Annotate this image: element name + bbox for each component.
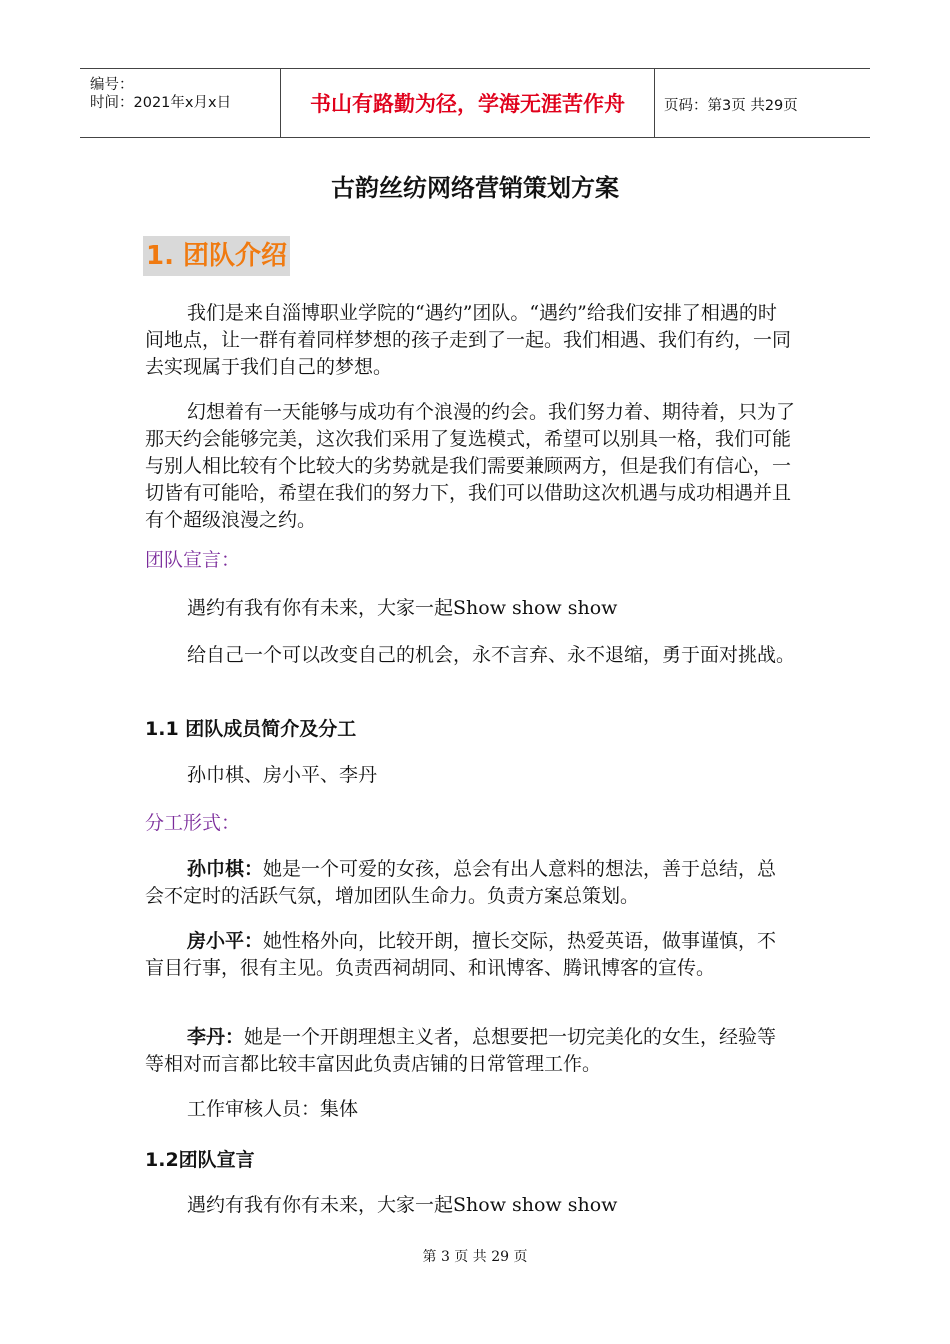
member-name: 孙巾棋： [187,858,264,880]
time-label: 时间：2021年x月x日 [90,95,232,111]
members-list: 孙巾棋、房小平、李丹 [187,764,378,786]
declaration-line-1: 遇约有我有你有未来，大家一起Show show show [187,597,618,619]
member-name: 房小平： [187,930,264,952]
section-heading-declaration: 1.2团队宣言 [145,1149,255,1171]
page-footer: 第 3 页 共 29 页 [422,1249,528,1265]
section-heading-team-intro: 1. 团队介绍 [143,236,290,276]
header-divider [654,69,655,137]
document-title: 古韵丝纺网络营销策划方案 [331,173,619,202]
member-name: 李丹： [187,1026,245,1048]
paragraph-intro-2: 幻想着有一天能够与成功有个浪漫的约会。我们努力着、期待着，只为了那天约会能够完美，这次我们采用了复选模式，希望可以别具一格，我们可能与别人相比较有个比较大的劣势就是我们需要兼顾两方，但是我们有信心，一切皆有可能哈，希望在我们的努力下，我们可以借助这次机遇与成功相遇并且有个超级浪漫之约。 [145,401,796,531]
header-meta-cell [80,69,280,137]
declaration-line-2: 给自己一个可以改变自己的机会，永不言弃、永不退缩，勇于面对挑战。 [187,644,796,666]
member-text: 她性格外向，比较开朗，擅长交际，热爱英语，做事谨慎，不盲目行事，很有主见。负责西祠胡同、和讯博客、腾讯博客的宣传。 [145,930,777,979]
header-table [80,68,870,138]
header-page-info: 页码：第3页 共29页 [664,98,798,114]
member-desc-1 [145,856,795,910]
declaration-label: 团队宣言： [145,549,241,571]
member-text: 她是一个可爱的女孩，总会有出人意料的想法，善于总结，总会不定时的活跃气氛，增加团队生命力。负责方案总策划。 [145,858,777,907]
section-heading-members: 1.1 团队成员简介及分工 [145,718,357,740]
header-motto: 书山有路勤为径，学海无涯苦作舟 [310,92,625,116]
declaration-repeat: 遇约有我有你有未来，大家一起Show show show [187,1194,618,1216]
division-label: 分工形式： [145,812,241,834]
paragraph-intro-1: 我们是来自淄博职业学院的“遇约”团队。“遇约”给我们安排了相遇的时间地点，让一群有着同样梦想的孩子走到了一起。我们相遇、我们有约，一同去实现属于我们自己的梦想。 [145,302,792,378]
number-label: 编号： [90,77,134,93]
member-desc-3 [145,1024,795,1078]
reviewers-line: 工作审核人员：集体 [187,1098,359,1120]
member-text: 她是一个开朗理想主义者，总想要把一切完美化的女生，经验等等相对而言都比较丰富因此负责店铺的日常管理工作。 [145,1026,777,1075]
member-desc-2 [145,928,795,982]
